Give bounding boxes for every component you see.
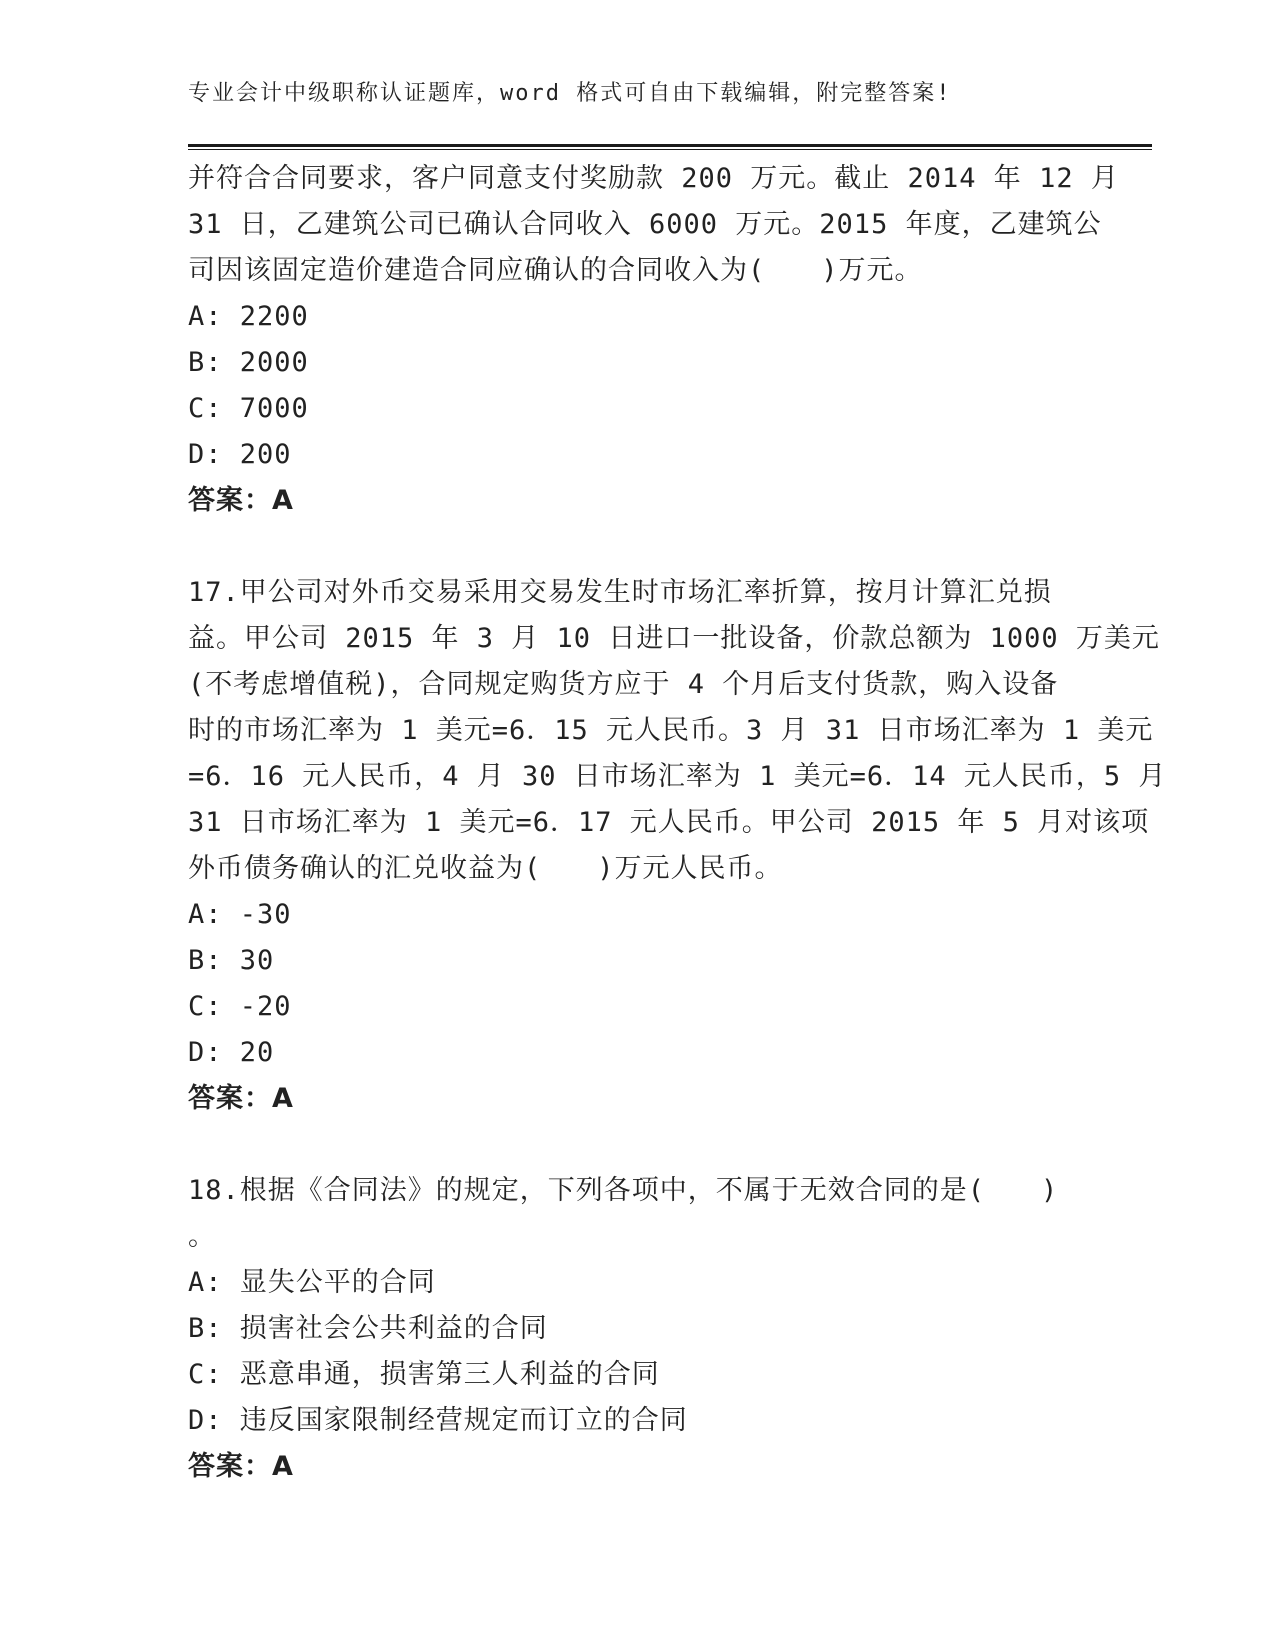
answer: 答案：A bbox=[188, 1451, 294, 1482]
option-b: B: 30 bbox=[188, 945, 275, 976]
question-text-line: 司因该固定造价建造合同应确认的合同收入为( )万元。 bbox=[188, 255, 923, 286]
spacer bbox=[188, 1122, 1088, 1168]
option-a: A: 显失公平的合同 bbox=[188, 1267, 436, 1298]
header-rule-thin bbox=[188, 149, 1152, 150]
option-c: C: -20 bbox=[188, 991, 292, 1022]
question-text-line: 。 bbox=[188, 1221, 216, 1252]
option-c: C: 恶意串通，损害第三人利益的合同 bbox=[188, 1359, 660, 1390]
question-text-line: =6．16 元人民币，4 月 30 日市场汇率为 1 美元=6．14 元人民币，5 月 bbox=[188, 761, 1167, 792]
option-c: C: 7000 bbox=[188, 393, 309, 424]
option-b: B: 损害社会公共利益的合同 bbox=[188, 1313, 548, 1344]
option-d: D: 20 bbox=[188, 1037, 275, 1068]
answer: 答案：A bbox=[188, 485, 294, 516]
question-17 bbox=[188, 570, 1167, 1122]
option-a: A: 2200 bbox=[188, 301, 309, 332]
document-body bbox=[188, 156, 1167, 1490]
header-rule bbox=[188, 144, 1152, 150]
question-text-line: 18.根据《合同法》的规定，下列各项中，不属于无效合同的是( ) bbox=[188, 1175, 1059, 1206]
question-text-line: 外币债务确认的汇兑收益为( )万元人民币。 bbox=[188, 853, 783, 884]
question-18 bbox=[188, 1168, 1088, 1490]
question-text-line: 益。甲公司 2015 年 3 月 10 日进口一批设备，价款总额为 1000 万美元 bbox=[188, 623, 1160, 654]
question-16 bbox=[188, 156, 1119, 524]
option-d: D: 违反国家限制经营规定而订立的合同 bbox=[188, 1405, 688, 1436]
option-b: B: 2000 bbox=[188, 347, 309, 378]
option-d: D: 200 bbox=[188, 439, 292, 470]
answer: 答案：A bbox=[188, 1083, 294, 1114]
question-text-line: 31 日市场汇率为 1 美元=6．17 元人民币。甲公司 2015 年 5 月对该项 bbox=[188, 807, 1150, 838]
header-rule-thick bbox=[188, 144, 1152, 147]
question-text-line: 并符合合同要求，客户同意支付奖励款 200 万元。截止 2014 年 12 月 bbox=[188, 163, 1119, 194]
spacer bbox=[188, 524, 1088, 570]
option-a: A: -30 bbox=[188, 899, 292, 930]
question-text-line: 31 日，乙建筑公司已确认合同收入 6000 万元。2015 年度，乙建筑公 bbox=[188, 209, 1102, 240]
question-text-line: 17.甲公司对外币交易采用交易发生时市场汇率折算，按月计算汇兑损 bbox=[188, 577, 1052, 608]
question-text-line: 时的市场汇率为 1 美元=6．15 元人民币。3 月 31 日市场汇率为 1 美元 bbox=[188, 715, 1154, 746]
page-header: 专业会计中级职称认证题库，word 格式可自由下载编辑，附完整答案! bbox=[188, 81, 952, 106]
question-text-line: (不考虑增值税)，合同规定购货方应于 4 个月后支付货款，购入设备 bbox=[188, 669, 1059, 700]
